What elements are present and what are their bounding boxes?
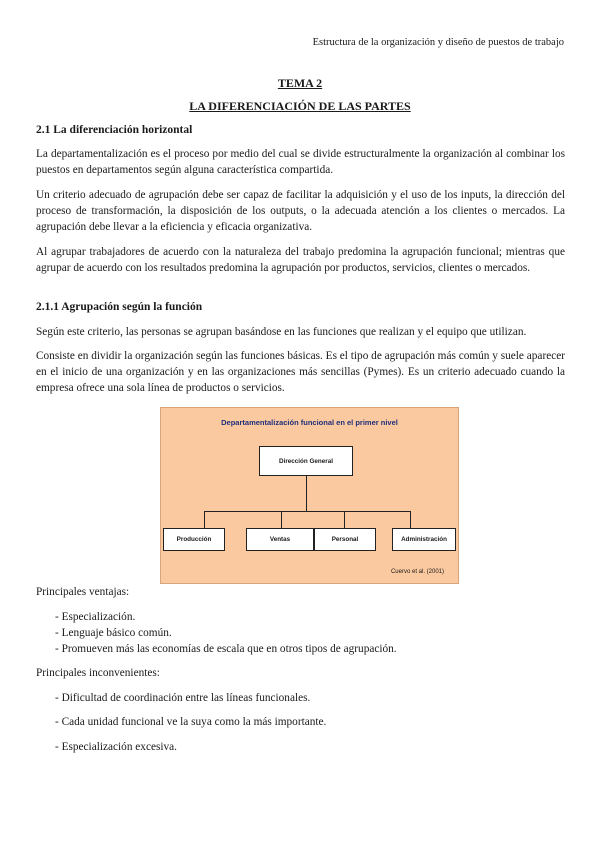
chapter-number: TEMA 2: [277, 76, 323, 90]
paragraph-criterio: Un criterio adecuado de agrupación debe ser capaz de facilitar la adquisición y el uso de los inputs, la dirección del proceso de transformación, la disposición de los outputs, o la adecuada atención a los clientes o mercados. La agrupación debe llevar a la eficiencia y eficacia organizativa.: [36, 189, 565, 233]
connector-produccion: [204, 511, 205, 528]
connector-administracion: [410, 511, 411, 528]
advantages-label: Principales ventajas:: [36, 586, 130, 598]
connector-personal: [344, 511, 345, 528]
disadvantage-item: - Dificultad de coordinación entre las líneas funcionales.: [55, 692, 311, 704]
advantage-item: - Lenguaje básico común.: [55, 627, 172, 639]
paragraph-segun-criterio: Según este criterio, las personas se agrupan basándose en las funciones que realizan y el equipo que utilizan.: [36, 326, 527, 338]
connector-root-down: [306, 476, 307, 511]
figure-source: Cuervo et al. (2001): [390, 569, 444, 575]
running-header: Estructura de la organización y diseño de puestos de trabajo: [312, 37, 564, 48]
advantage-item: - Promueven más las economías de escala que en otros tipos de agrupación.: [55, 643, 397, 655]
org-box-administracion: Administración: [392, 528, 456, 551]
org-chart-figure: [160, 407, 459, 584]
advantage-item: - Especialización.: [55, 611, 136, 623]
org-box-root: Dirección General: [259, 446, 353, 476]
paragraph-departamentalizacion: La departamentalización es el proceso por medio del cual se divide estructuralmente la organización al combinar los puestos en departamentos según alguna característica compartida.: [36, 148, 565, 176]
paragraph-consiste: Consiste en dividir la organización según las funciones básicas. Es el tipo de agrupación más común y suele aparecer en el inicio de una organización y en las organizaciones más sencillas (Pymes). Es un criterio adecuado cuando la empresa ofrece una sola línea de productos o servicios.: [36, 350, 566, 394]
org-box-produccion: Producción: [163, 528, 225, 551]
chapter-title: LA DIFERENCIACIÓN DE LAS PARTES: [189, 99, 411, 113]
section-heading-2-1: 2.1 La diferenciación horizontal: [36, 124, 193, 136]
figure-title: Departamentalización funcional en el primer nivel: [221, 418, 398, 427]
section-heading-2-1-1: 2.1.1 Agrupación según la función: [36, 301, 203, 313]
disadvantage-item: - Cada unidad funcional ve la suya como la más importante.: [55, 716, 327, 728]
disadvantage-item: - Especialización excesiva.: [55, 741, 178, 753]
connector-horizontal: [204, 511, 410, 512]
org-box-personal: Personal: [314, 528, 376, 551]
connector-ventas: [281, 511, 282, 528]
org-box-ventas: Ventas: [246, 528, 314, 551]
paragraph-agrupar: Al agrupar trabajadores de acuerdo con la naturaleza del trabajo predomina la agrupación funcional; mientras que agrupar de acuerdo con los resultados predomina la agrupación por productos, servicios, clientes o mercados.: [36, 246, 565, 274]
disadvantages-label: Principales inconvenientes:: [36, 667, 160, 679]
